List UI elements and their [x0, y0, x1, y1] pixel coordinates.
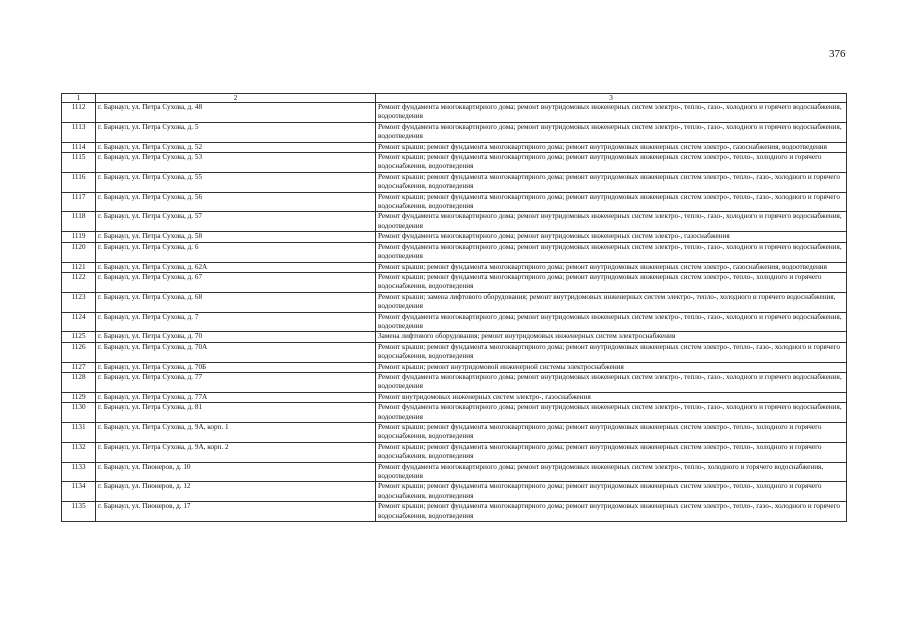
- table-row: [62, 262, 847, 272]
- table-row: [62, 312, 847, 332]
- row-works: Ремонт фундамента многоквартирного дома; ремонт внутридомовых инженерных систем электро-, тепло-, газо-, холодного и горячего водоснабжения, водоотведения: [376, 212, 847, 232]
- row-number: 1113: [62, 122, 96, 142]
- table-row: [62, 342, 847, 362]
- row-works: Ремонт крыши; ремонт фундамента многоквартирного дома; ремонт внутридомовых инженерных систем электро-, газоснабжения, водоотведения: [376, 142, 847, 152]
- table-row: [62, 172, 847, 192]
- row-number: 1116: [62, 172, 96, 192]
- row-works: Ремонт внутридомовых инженерных систем электро-, газоснабжения: [376, 392, 847, 402]
- row-number: 1118: [62, 212, 96, 232]
- row-works: Ремонт фундамента многоквартирного дома; ремонт внутридомовых инженерных систем электро-, тепло-, холодного и горячего водоснабжения, водоотведения: [376, 462, 847, 482]
- row-address: г. Барнаул, ул. Пионеров, д. 17: [96, 502, 376, 522]
- row-works: Замена лифтового оборудования; ремонт внутридомовых инженерных систем электроснабжения: [376, 332, 847, 342]
- works-table: [61, 93, 847, 522]
- table-row: [62, 392, 847, 402]
- table-row: [62, 103, 847, 123]
- table-row: [62, 332, 847, 342]
- row-works: Ремонт крыши; ремонт фундамента многоквартирного дома; ремонт внутридомовых инженерных систем электро-, тепло-, холодного и горячего водоснабжения, водоотведения: [376, 272, 847, 292]
- row-number: 1125: [62, 332, 96, 342]
- table-row: [62, 292, 847, 312]
- row-works: Ремонт фундамента многоквартирного дома; ремонт внутридомовых инженерных систем электро-, тепло-, газо-, холодного и горячего водоснабжения, водоотведения: [376, 122, 847, 142]
- table-row: [62, 482, 847, 502]
- row-number: 1121: [62, 262, 96, 272]
- row-address: г. Барнаул, ул. Петра Сухова, д. 57: [96, 212, 376, 232]
- row-address: г. Барнаул, ул. Петра Сухова, д. 58: [96, 232, 376, 242]
- row-works: Ремонт фундамента многоквартирного дома; ремонт внутридомовых инженерных систем электро-, тепло-, газо-, холодного и горячего водоснабжения, водоотведения: [376, 403, 847, 423]
- row-number: 1133: [62, 462, 96, 482]
- row-number: 1122: [62, 272, 96, 292]
- row-works: Ремонт крыши; ремонт фундамента многоквартирного дома; ремонт внутридомовых инженерных систем электро-, тепло-, газо-, холодного и горячего водоснабжения, водоотведения: [376, 502, 847, 522]
- row-number: 1130: [62, 403, 96, 423]
- row-number: 1114: [62, 142, 96, 152]
- row-number: 1132: [62, 442, 96, 462]
- row-address: г. Барнаул, ул. Петра Сухова, д. 70: [96, 332, 376, 342]
- table-row: [62, 462, 847, 482]
- table-row: [62, 502, 847, 522]
- row-address: г. Барнаул, ул. Петра Сухова, д. 9А, корп. 2: [96, 442, 376, 462]
- table-row: [62, 153, 847, 173]
- table-row: [62, 403, 847, 423]
- table-row: [62, 442, 847, 462]
- row-works: Ремонт фундамента многоквартирного дома; ремонт внутридомовых инженерных систем электро-, тепло-, газо-, холодного и горячего водоснабжения, водоотведения: [376, 103, 847, 123]
- table-row: [62, 372, 847, 392]
- row-works: Ремонт крыши; ремонт фундамента многоквартирного дома; ремонт внутридомовых инженерных систем электро-, газоснабжения, водоотведения: [376, 262, 847, 272]
- table-row: [62, 212, 847, 232]
- row-works: Ремонт крыши; замена лифтового оборудования; ремонт внутридомовых инженерных систем электро-, тепло-, холодного и горячего водоснабжения, водоотведения: [376, 292, 847, 312]
- row-address: г. Барнаул, ул. Петра Сухова, д. 6: [96, 242, 376, 262]
- row-number: 1112: [62, 103, 96, 123]
- row-works: Ремонт крыши; ремонт фундамента многоквартирного дома; ремонт внутридомовых инженерных систем электро-, тепло-, газо-, холодного и горячего водоснабжения, водоотведения: [376, 172, 847, 192]
- row-works: Ремонт фундамента многоквартирного дома; ремонт внутридомовых инженерных систем электро-, газоснабжения: [376, 232, 847, 242]
- header-col-1: 1: [62, 94, 96, 103]
- row-works: Ремонт крыши; ремонт фундамента многоквартирного дома; ремонт внутридомовых инженерных систем электро-, тепло-, холодного и горячего водоснабжения, водоотведения: [376, 153, 847, 173]
- row-address: г. Барнаул, ул. Петра Сухова, д. 62А: [96, 262, 376, 272]
- row-works: Ремонт крыши; ремонт фундамента многоквартирного дома; ремонт внутридомовых инженерных систем электро-, тепло-, холодного и горячего водоснабжения, водоотведения: [376, 482, 847, 502]
- row-number: 1135: [62, 502, 96, 522]
- table-row: [62, 362, 847, 372]
- row-number: 1126: [62, 342, 96, 362]
- row-number: 1123: [62, 292, 96, 312]
- row-works: Ремонт крыши; ремонт внутридомовой инженерной системы электроснабжения: [376, 362, 847, 372]
- table-row: [62, 232, 847, 242]
- row-address: г. Барнаул, ул. Петра Сухова, д. 77А: [96, 392, 376, 402]
- row-number: 1119: [62, 232, 96, 242]
- row-works: Ремонт крыши; ремонт фундамента многоквартирного дома; ремонт внутридомовых инженерных систем электро-, тепло-, холодного и горячего водоснабжения, водоотведения: [376, 442, 847, 462]
- row-address: г. Барнаул, ул. Петра Сухова, д. 53: [96, 153, 376, 173]
- row-number: 1134: [62, 482, 96, 502]
- header-col-3: 3: [376, 94, 847, 103]
- row-works: Ремонт крыши; ремонт фундамента многоквартирного дома; ремонт внутридомовых инженерных систем электро-, тепло-, газо-, холодного и горячего водоснабжения, водоотведения: [376, 192, 847, 212]
- row-address: г. Барнаул, ул. Петра Сухова, д. 70А: [96, 342, 376, 362]
- table-row: [62, 242, 847, 262]
- row-number: 1131: [62, 423, 96, 443]
- table-body: [62, 103, 847, 522]
- header-row: [62, 94, 847, 103]
- row-works: Ремонт крыши; ремонт фундамента многоквартирного дома; ремонт внутридомовых инженерных систем электро-, тепло-, холодного и горячего водоснабжения, водоотведения: [376, 423, 847, 443]
- row-address: г. Барнаул, ул. Петра Сухова, д. 7: [96, 312, 376, 332]
- table-row: [62, 423, 847, 443]
- table-row: [62, 192, 847, 212]
- row-address: г. Барнаул, ул. Петра Сухова, д. 48: [96, 103, 376, 123]
- row-address: г. Барнаул, ул. Петра Сухова, д. 81: [96, 403, 376, 423]
- table-row: [62, 272, 847, 292]
- row-number: 1115: [62, 153, 96, 173]
- row-address: г. Барнаул, ул. Петра Сухова, д. 5: [96, 122, 376, 142]
- row-address: г. Барнаул, ул. Петра Сухова, д. 9А, корп. 1: [96, 423, 376, 443]
- row-address: г. Барнаул, ул. Пионеров, д. 12: [96, 482, 376, 502]
- row-address: г. Барнаул, ул. Петра Сухова, д. 70Б: [96, 362, 376, 372]
- row-address: г. Барнаул, ул. Петра Сухова, д. 67: [96, 272, 376, 292]
- row-address: г. Барнаул, ул. Петра Сухова, д. 68: [96, 292, 376, 312]
- row-works: Ремонт фундамента многоквартирного дома; ремонт внутридомовых инженерных систем электро-, тепло-, газо-, холодного и горячего водоснабжения, водоотведения: [376, 312, 847, 332]
- row-works: Ремонт крыши; ремонт фундамента многоквартирного дома; ремонт внутридомовых инженерных систем электро-, тепло-, газо-, холодного и горячего водоснабжения, водоотведения: [376, 342, 847, 362]
- page-number: 376: [829, 48, 846, 60]
- table-row: [62, 142, 847, 152]
- row-number: 1117: [62, 192, 96, 212]
- row-works: Ремонт фундамента многоквартирного дома; ремонт внутридомовых инженерных систем электро-, тепло-, газо-, холодного и горячего водоснабжения, водоотведения: [376, 372, 847, 392]
- row-address: г. Барнаул, ул. Петра Сухова, д. 56: [96, 192, 376, 212]
- header-col-2: 2: [96, 94, 376, 103]
- row-number: 1124: [62, 312, 96, 332]
- row-works: Ремонт фундамента многоквартирного дома; ремонт внутридомовых инженерных систем электро-, тепло-, газо-, холодного и горячего водоснабжения, водоотведения: [376, 242, 847, 262]
- row-address: г. Барнаул, ул. Петра Сухова, д. 77: [96, 372, 376, 392]
- row-number: 1127: [62, 362, 96, 372]
- row-address: г. Барнаул, ул. Петра Сухова, д. 52: [96, 142, 376, 152]
- row-address: г. Барнаул, ул. Петра Сухова, д. 55: [96, 172, 376, 192]
- row-number: 1120: [62, 242, 96, 262]
- row-number: 1128: [62, 372, 96, 392]
- row-address: г. Барнаул, ул. Пионеров, д. 10: [96, 462, 376, 482]
- row-number: 1129: [62, 392, 96, 402]
- table-row: [62, 122, 847, 142]
